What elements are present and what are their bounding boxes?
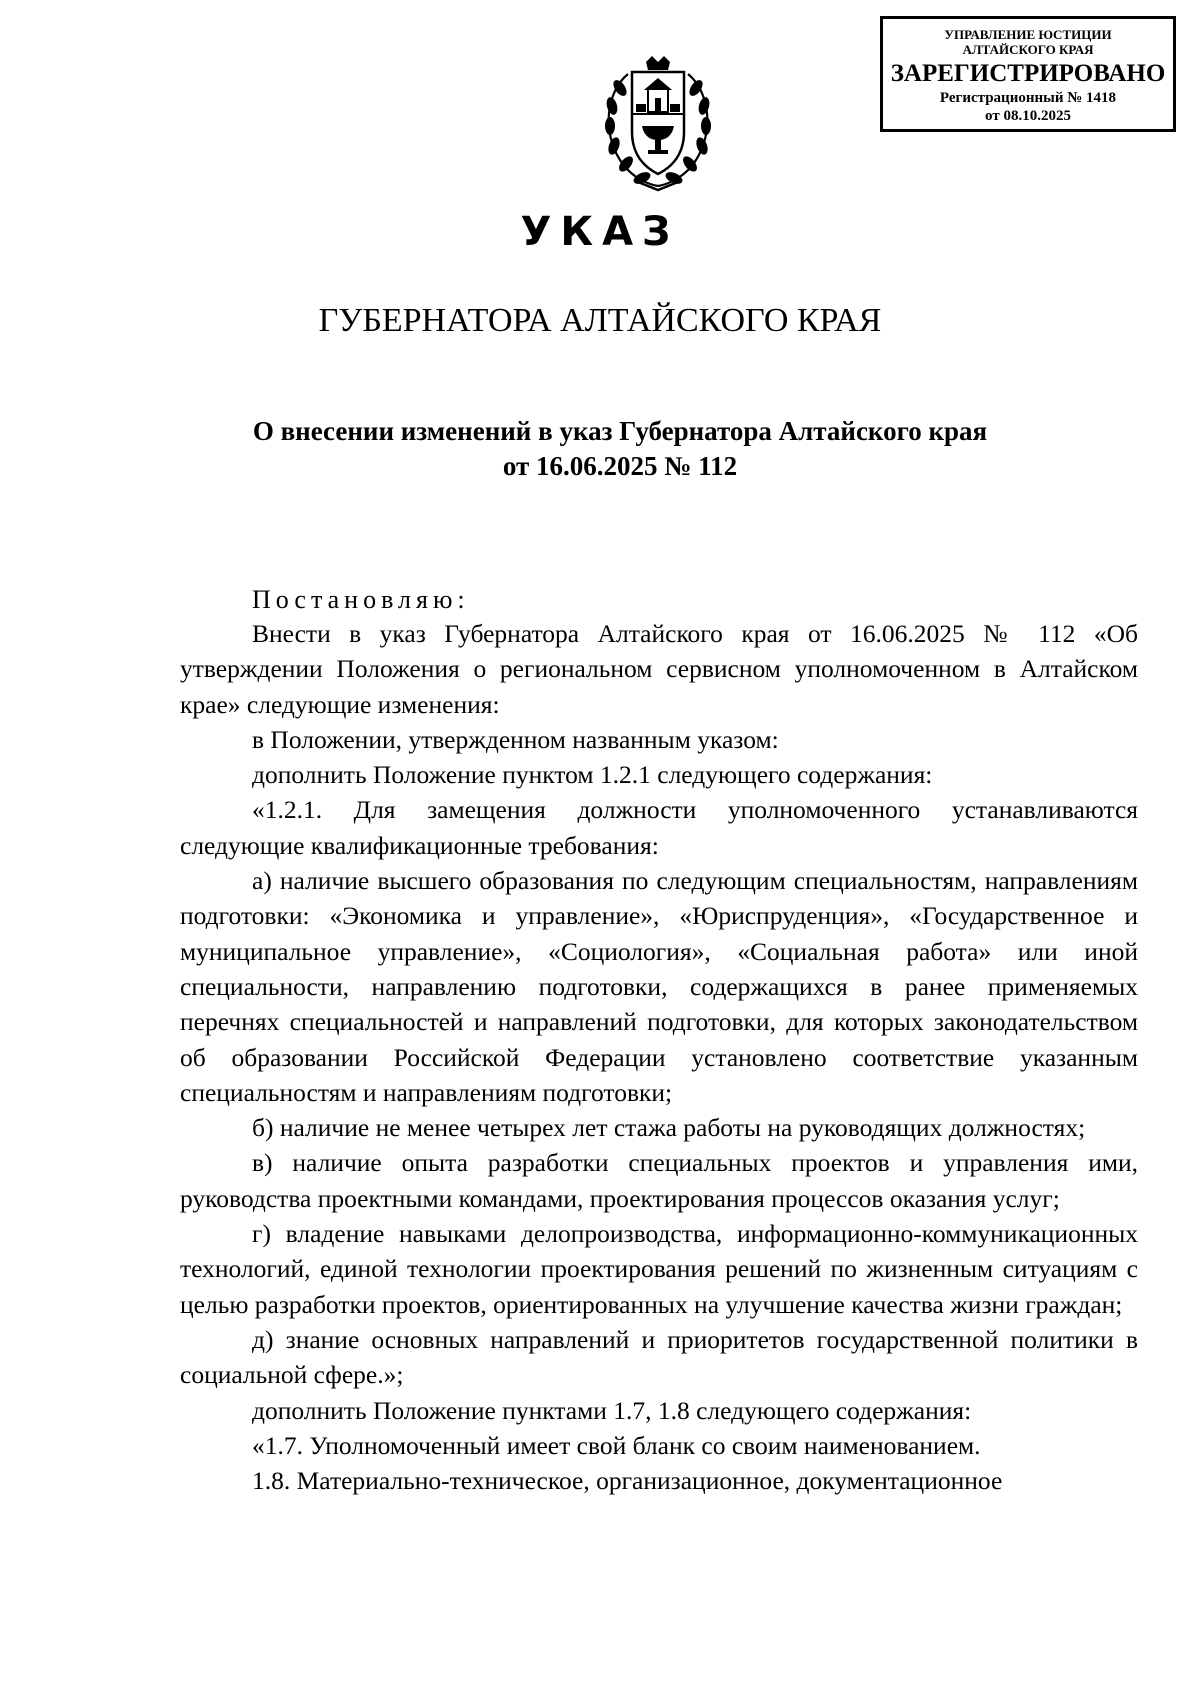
document-body: [180, 616, 1138, 1498]
paragraph: б) наличие не менее четырех лет стажа работы на руководящих должностях;: [252, 1113, 1086, 1143]
paragraph: а) наличие высшего образования по следующим специальностям, направлениям подготовки: «Экономика и управление», «Юриспруденция», «Государственное и муниципальное управление», «Социология», «Социальная работа» или иной специальности, направлению подготовки, содержащихся в ранее применяемых перечнях специальностей и направлений подготовки, для которых законодательством об образовании Российской Федерации установлено соответствие указанным специальностям и направлениям подготовки;: [180, 866, 1138, 1107]
paragraph: «1.2.1. Для замещения должности уполномоченного устанавливаются следующие квалификационные требования:: [180, 795, 1138, 860]
document-title: УКАЗ: [520, 209, 680, 255]
paragraph: г) владение навыками делопроизводства, информационно-коммуникационных технологий, единой технологии проектирования решений по жизненным ситуациям с целью разработки проектов, ориентированных на улучшение качества жизни граждан;: [180, 1219, 1138, 1319]
paragraph: в) наличие опыта разработки специальных проектов и управления ими, руководства проектными командами, проектирования процессов оказания услуг;: [180, 1148, 1138, 1213]
paragraph: 1.8. Материально-техническое, организационное, документационное: [252, 1466, 1003, 1496]
paragraph: дополнить Положение пунктами 1.7, 1.8 следующего содержания:: [252, 1395, 972, 1425]
document-issuer: ГУБЕРНАТОРА АЛТАЙСКОГО КРАЯ: [318, 302, 882, 339]
decree-word: Постановляю:: [252, 585, 470, 614]
subject-line-1: О внесении изменений в указ Губернатора Алтайского края: [252, 416, 988, 446]
stamp-reg-number: Регистрационный № 1418: [939, 90, 1117, 106]
subject-line-2: от 16.06.2025 № 112: [502, 451, 738, 481]
document-subject: [180, 414, 1060, 484]
registration-stamp: [880, 16, 1176, 132]
paragraph: «1.7. Уполномоченный имеет свой бланк со своим наименованием.: [252, 1430, 981, 1460]
paragraph: дополнить Положение пунктом 1.2.1 следующего содержания:: [252, 760, 933, 790]
paragraph: в Положении, утвержденном названным указом:: [252, 724, 779, 754]
paragraph: д) знание основных направлений и приоритетов государственной политики в социальной сфере.»;: [180, 1324, 1138, 1390]
altai-krai-coat-of-arms-icon: [598, 52, 718, 194]
stamp-office: УПРАВЛЕНИЕ ЮСТИЦИИ АЛТАЙСКОГО КРАЯ: [944, 27, 1112, 57]
stamp-status: ЗАРЕГИСТРИРОВАНО: [890, 60, 1166, 87]
paragraph: Внести в указ Губернатора Алтайского края от 16.06.2025 № 112 «Об утверждении Положения о региональном сервисном уполномоченном в Алтайском крае» следующие изменения:: [180, 619, 1138, 719]
stamp-reg-date: от 08.10.2025: [985, 108, 1071, 124]
